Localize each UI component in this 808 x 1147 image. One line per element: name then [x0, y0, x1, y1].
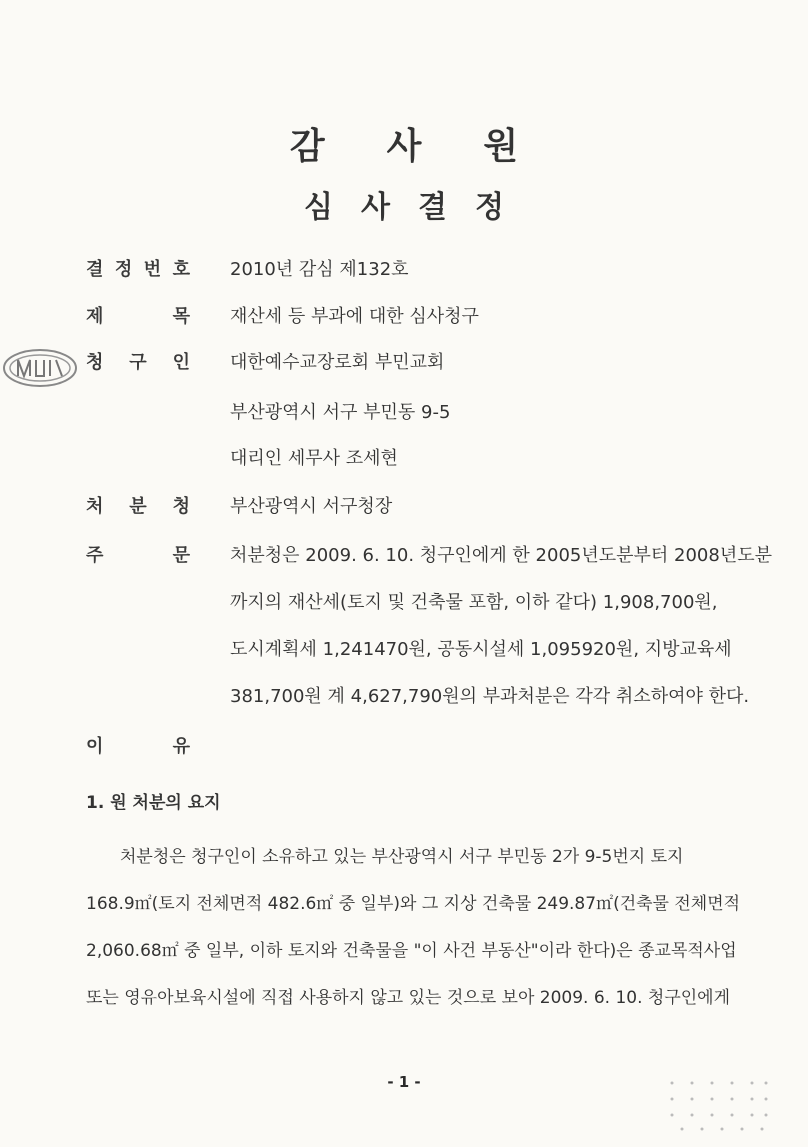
order-line: 도시계획세 1,241470원, 공동시설세 1,095920원, 지방교육세 [230, 639, 732, 660]
section-heading: 1. 원 처분의 요지 [86, 793, 221, 813]
document-subtitle: 심사결정 [304, 190, 532, 225]
decision-number-value: 2010년 감심 제132호 [230, 259, 409, 280]
field-claimant [0, 348, 808, 388]
field-label: 청 구 인 [86, 352, 190, 373]
paragraph-line: 또는 영유아보육시설에 직접 사용하지 않고 있는 것으로 보아 2009. 6. 10. 청구인에게 [86, 988, 731, 1008]
field-decision-number [0, 255, 808, 295]
field-agency [0, 492, 808, 532]
paragraph-line: 168.9㎡(토지 전체면적 482.6㎡ 중 일부)와 그 지상 건축물 249.87㎡(건축물 전체면적 [86, 894, 741, 914]
paragraph-line: 2,060.68㎡ 중 일부, 이하 토지와 건축물을 "이 사건 부동산"이라 한다)은 종교목적사업 [86, 941, 737, 961]
seal-stamp-icon [0, 346, 80, 390]
field-label: 주 문 [86, 545, 190, 566]
subject-value: 재산세 등 부과에 대한 심사청구 [230, 306, 479, 327]
claimant-name: 대한예수교장로회 부민교회 [230, 352, 445, 373]
agency-value: 부산광역시 서구청장 [230, 496, 393, 517]
page-number: - 1 - [387, 1073, 421, 1091]
order-line: 까지의 재산세(토지 및 건축물 포함, 이하 같다) 1,908,700원, [230, 592, 718, 613]
field-label: 제 목 [86, 306, 190, 327]
order-line: 381,700원 계 4,627,790원의 부과처분은 각각 취소하여야 한다. [230, 686, 750, 707]
field-label: 이 유 [86, 736, 190, 757]
perforation-marks-icon [664, 1075, 774, 1135]
order-line: 처분청은 2009. 6. 10. 청구인에게 한 2005년도분부터 2008년도분 [230, 545, 772, 566]
field-order [0, 541, 808, 581]
claimant-address: 부산광역시 서구 부민동 9-5 [230, 402, 451, 423]
document-title: 감사원 [289, 126, 581, 167]
paragraph-line: 처분청은 청구인이 소유하고 있는 부산광역시 서구 부민동 2가 9-5번지 토지 [120, 847, 684, 867]
field-reason [0, 732, 808, 772]
field-label: 처 분 청 [86, 496, 190, 517]
field-label: 결 정 번 호 [86, 259, 190, 280]
claimant-agent: 대리인 세무사 조세현 [230, 448, 398, 469]
field-subject [0, 302, 808, 342]
